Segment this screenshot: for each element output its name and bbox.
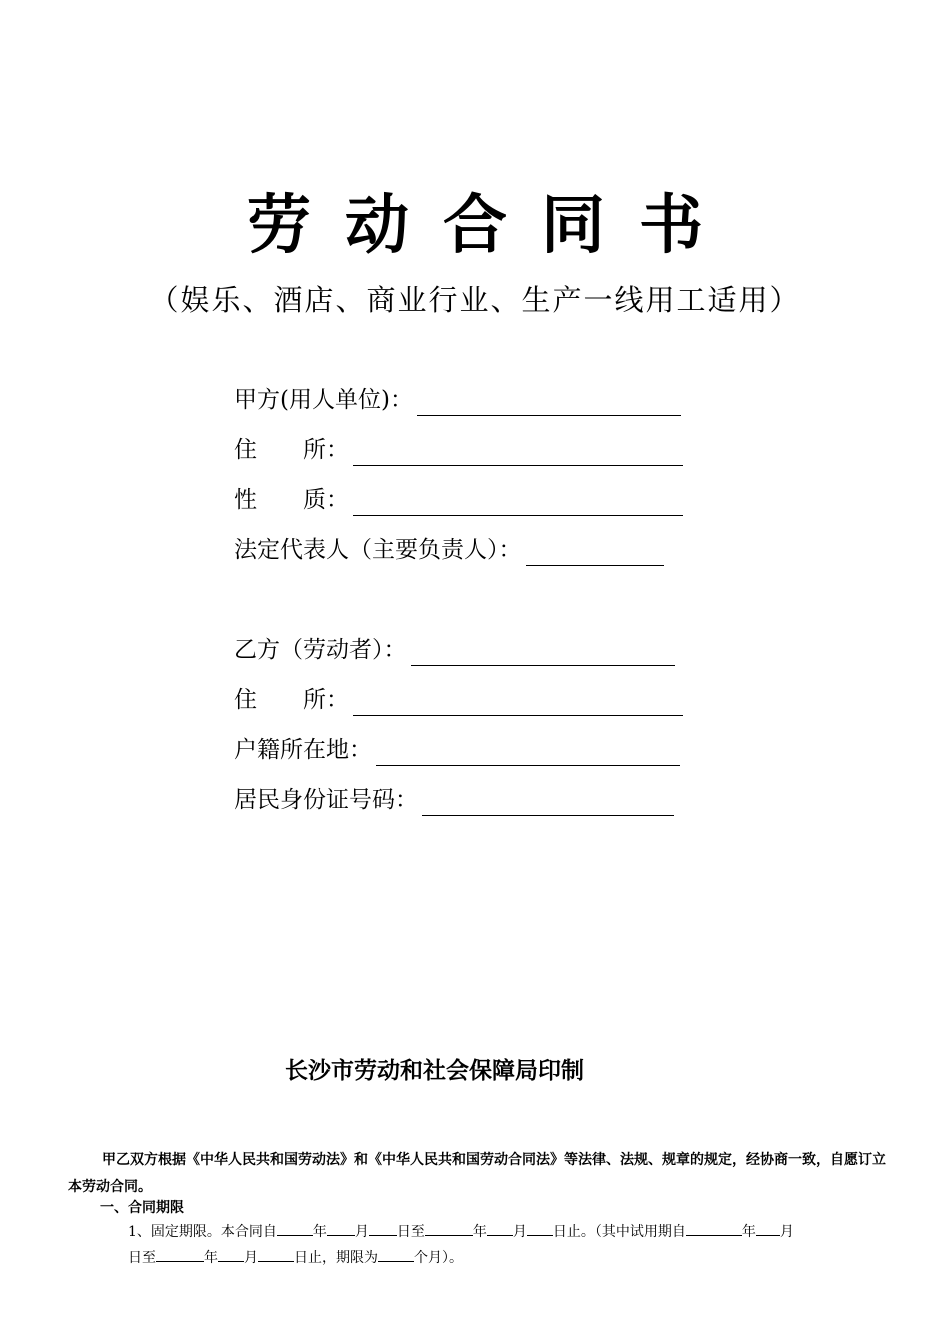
party-b-household-label: 户籍所在地： (234, 737, 372, 763)
party-b-id-field (234, 784, 674, 816)
clause-text: 月 (779, 1224, 794, 1240)
clause-text: 日止，期限为 (294, 1250, 378, 1266)
party-a-rep-blank[interactable] (526, 543, 664, 566)
party-b-household-field (234, 734, 680, 766)
clause-text: 年 (204, 1250, 218, 1266)
party-a-rep-label: 法定代表人（主要负责人）： (234, 537, 522, 563)
party-a-rep-field (234, 534, 664, 566)
party-a-address-label: 住 所： (234, 437, 349, 463)
clause-text: 年 (472, 1224, 487, 1240)
party-b-name-field (234, 634, 675, 666)
party-b-id-label: 居民身份证号码： (234, 787, 418, 813)
clause-text: 年 (312, 1224, 327, 1240)
probation-end-year-blank[interactable] (156, 1247, 204, 1262)
clause-fixed-term (128, 1219, 888, 1271)
end-month-blank[interactable] (487, 1221, 513, 1236)
clause-text: 日至 (396, 1224, 425, 1240)
publisher-line (0, 1054, 838, 1088)
party-b-name-label: 乙方（劳动者）： (234, 637, 407, 663)
party-b-address-label: 住 所： (234, 687, 349, 713)
party-b-name-blank[interactable] (411, 643, 675, 666)
document-subtitle: （娱乐、酒店、商业行业、生产一线用工适用） (149, 283, 801, 317)
probation-start-month-blank[interactable] (756, 1221, 780, 1236)
party-b-address-blank[interactable] (353, 693, 683, 716)
end-year-blank[interactable] (425, 1221, 473, 1236)
party-a-nature-field (234, 484, 683, 516)
party-b-address-field (234, 684, 683, 716)
clause-text: 日止。（其中试用期自 (552, 1224, 686, 1240)
preamble-paragraph: 甲乙双方根据《中华人民共和国劳动法》和《中华人民共和国劳动合同法》等法律、法规、规章的规定，经协商一致，自愿订立本劳动合同。 (68, 1152, 886, 1195)
section-heading-contract-term: 一、合同期限 (100, 1200, 184, 1216)
probation-start-year-blank[interactable] (686, 1221, 742, 1236)
probation-end-day-blank[interactable] (258, 1247, 294, 1262)
party-a-nature-blank[interactable] (353, 493, 683, 516)
clause-text: 个月）。 (414, 1250, 463, 1266)
party-a-name-label: 甲方(用人单位)： (234, 387, 413, 413)
start-day-blank[interactable] (369, 1221, 397, 1236)
end-day-blank[interactable] (527, 1221, 553, 1236)
party-a-address-field (234, 434, 683, 466)
probation-end-month-blank[interactable] (218, 1247, 244, 1262)
party-a-name-blank[interactable] (417, 393, 681, 416)
clause-text: 日至 (128, 1250, 156, 1266)
clause-text: 月 (244, 1250, 258, 1266)
document-title: 劳动合同书 (247, 189, 737, 263)
party-a-address-blank[interactable] (353, 443, 683, 466)
party-b-id-blank[interactable] (422, 793, 674, 816)
party-a-name-field (234, 384, 681, 416)
clause-text: 月 (354, 1224, 369, 1240)
party-a-nature-label: 性 质： (234, 487, 349, 513)
start-year-blank[interactable] (277, 1221, 313, 1236)
clause-text: 1、固定期限。本合同自 (128, 1224, 277, 1240)
start-month-blank[interactable] (327, 1221, 355, 1236)
party-b-household-blank[interactable] (376, 743, 680, 766)
clause-text: 年 (741, 1224, 756, 1240)
publisher-text: 长沙市劳动和社会保障局印制 (285, 1058, 584, 1084)
probation-months-blank[interactable] (378, 1247, 414, 1262)
clause-text: 月 (512, 1224, 527, 1240)
